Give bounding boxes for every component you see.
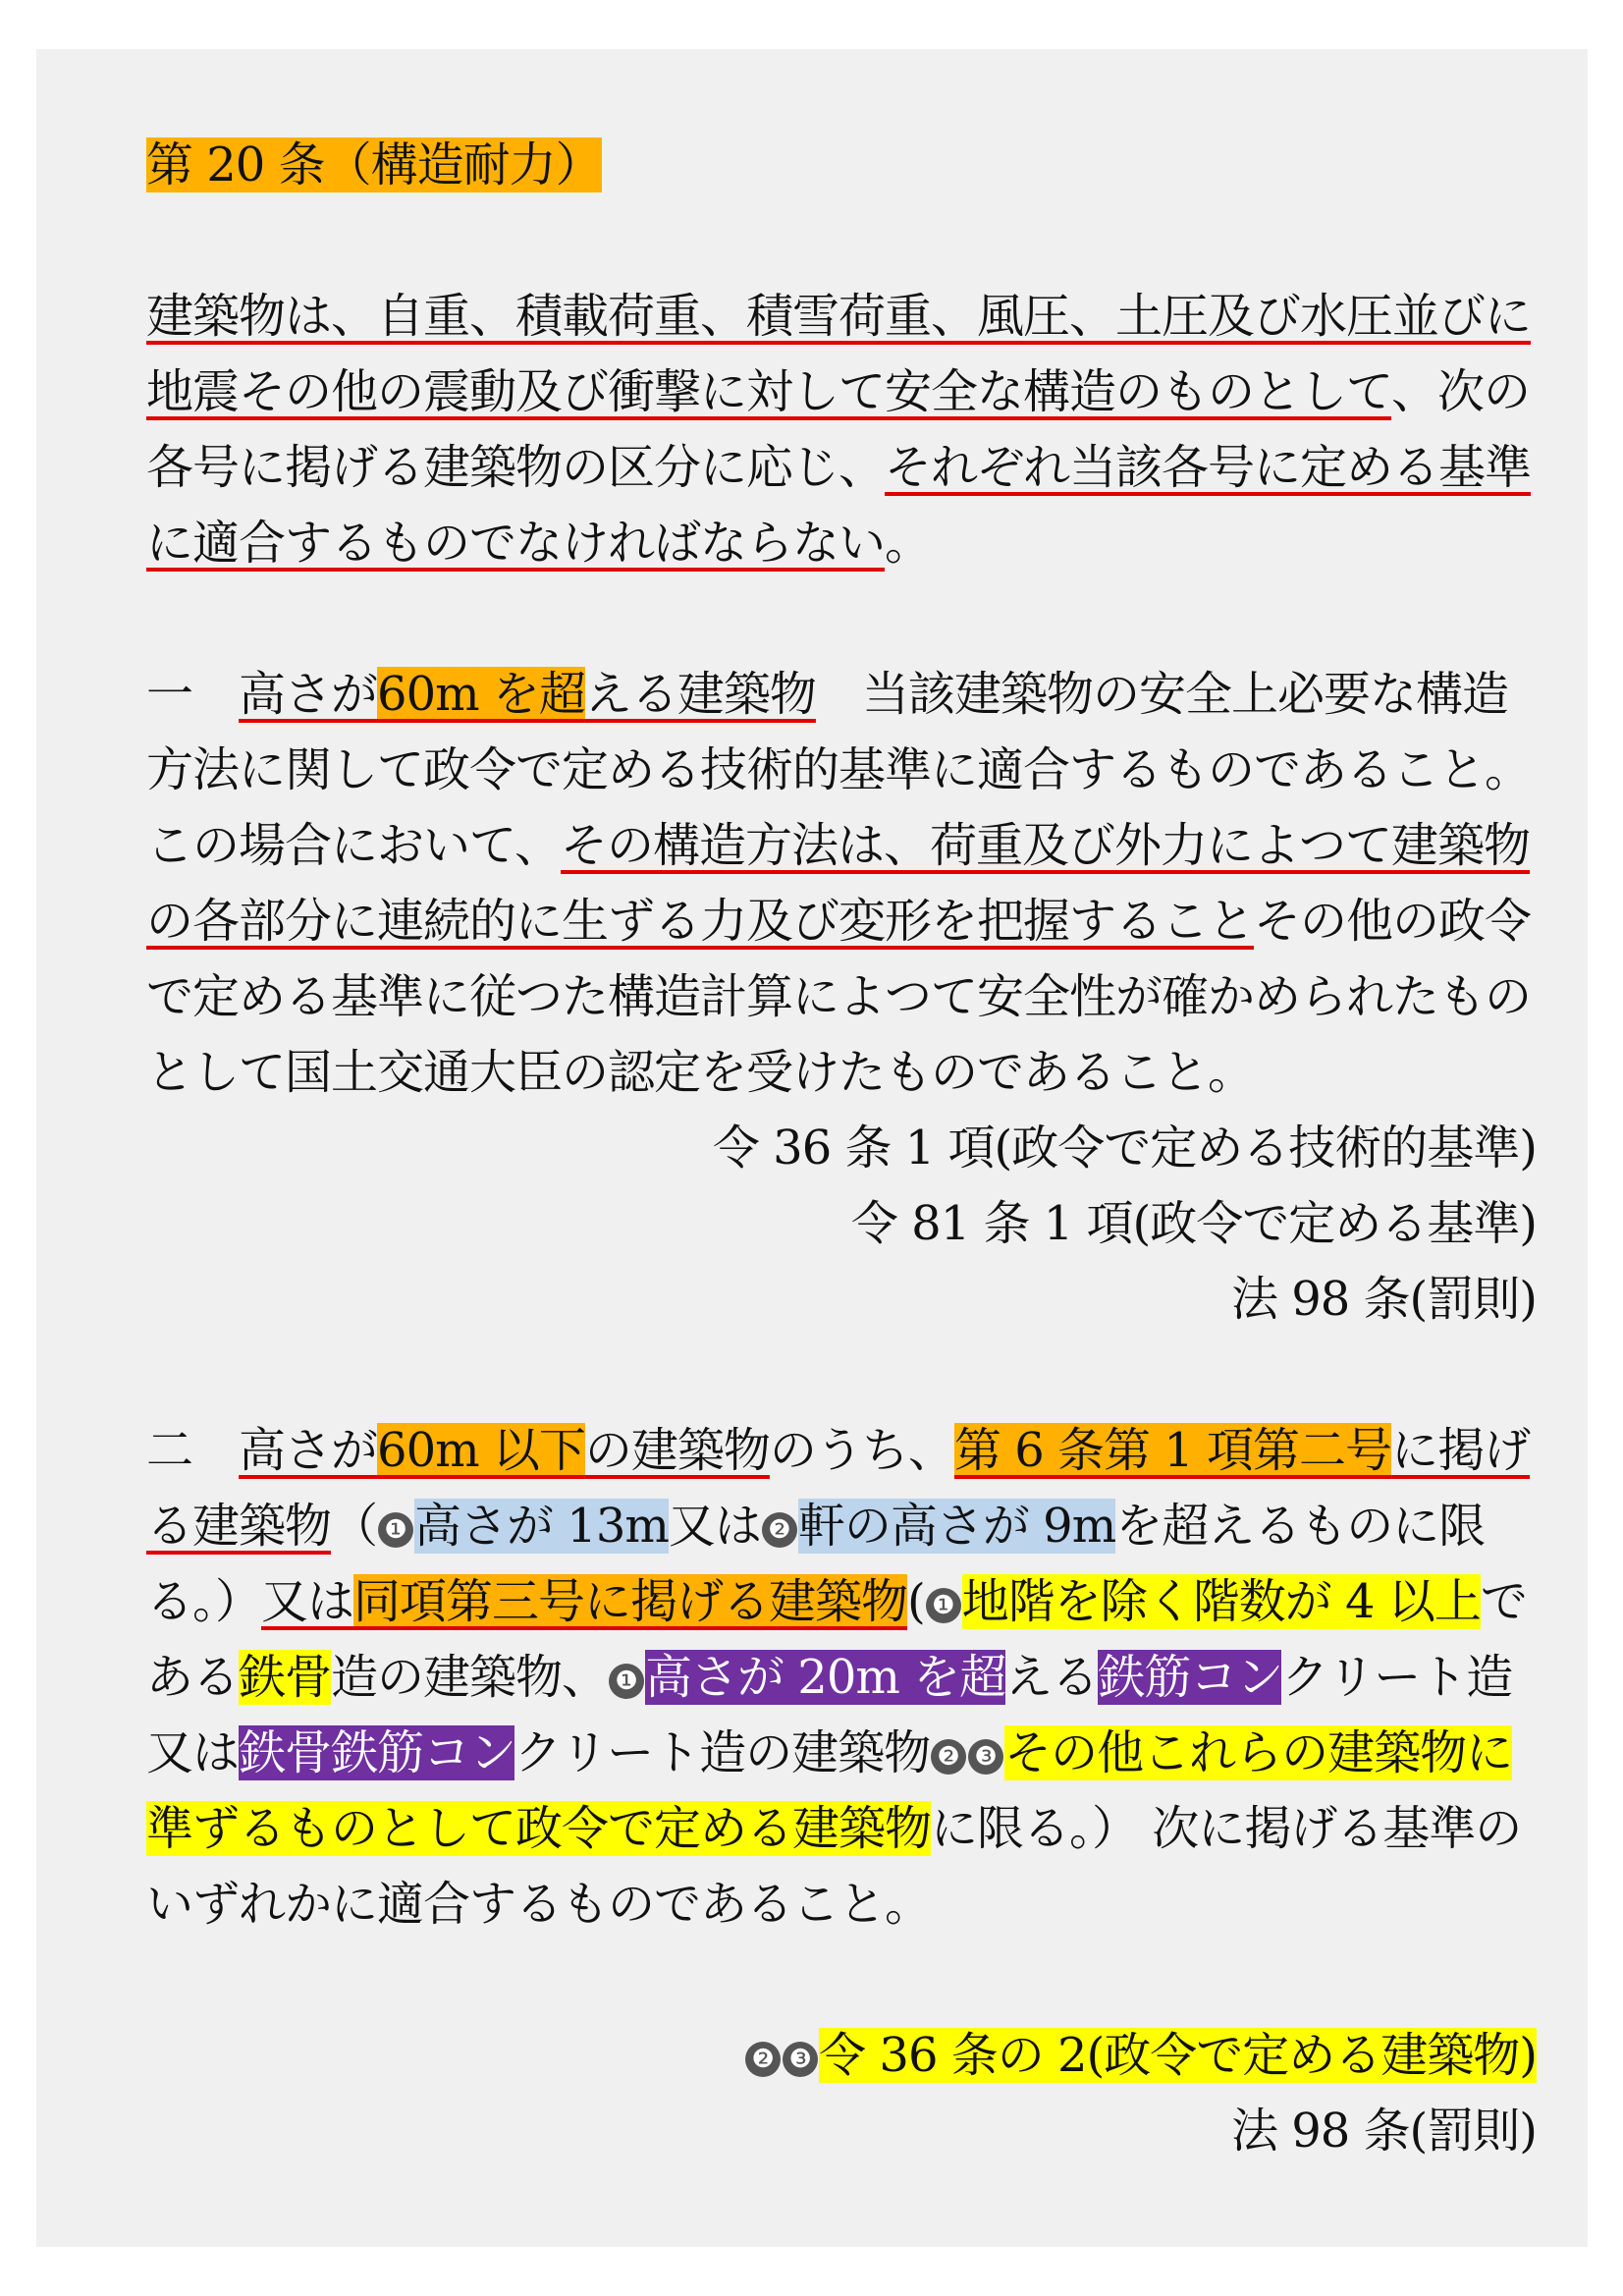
circle-two-icon: ❷	[745, 2042, 781, 2077]
article-body	[146, 128, 1550, 2169]
reference-line: 令 36 条 1 項(政令で定める技術的基準)	[712, 1121, 1537, 1175]
circle-one-icon: ❶	[609, 1664, 644, 1699]
document-page	[36, 49, 1588, 2247]
item-one: 一 高さが60m を超える建築物 当該建築物の安全上必要な構造方法に関して政令で定める技術的基準に適合するものであること。この場合において、その構造方法は、荷重及び外力によつて建築物の各部分に連続的に生ずる力及び変形を把握することその他の政令で定める基準に従つた構造計算によつて安全性が確かめられたものとして国土交通大臣の認定を受けたものであること。	[146, 667, 1532, 1100]
reference-line: ❷ ❸ 令 36 条の 2(政令で定める建築物)	[146, 2018, 1537, 2094]
circle-three-icon: ❸	[783, 2042, 818, 2077]
circle-one-icon: ❶	[378, 1512, 413, 1548]
item-number: 二	[146, 1423, 193, 1478]
circle-three-icon: ❸	[968, 1739, 1003, 1775]
references-one	[146, 1111, 1550, 1338]
circle-two-icon: ❷	[762, 1512, 797, 1548]
main-paragraph: 建築物は、自重、積載荷重、積雪荷重、風圧、土圧及び水圧並びに地震その他の震動及び衝撃に対して安全な構造のものとして、次の各号に掲げる建築物の区分に応じ、それぞれ当該各号に定める基準に適合するものでなければならない。	[146, 289, 1532, 571]
references-two	[146, 2018, 1550, 2169]
reference-line: 法 98 条(罰則)	[1230, 1272, 1537, 1327]
item-two: 二 高さが60m 以下の建築物のうち、第 6 条第 1 項第二号に掲げる建築物（ ❶ 高さが 13m又は ❷ 軒の高さが 9mを超えるものに限る。）又は同項第三号に掲げる建築物( ❶ 地階を除く階数が 4 以上である鉄骨造の建築物、 ❶ 高さが 20m を超える鉄筋コンクリート造又は鉄骨鉄筋コンクリート造の建築物 ❷ ❸ その他これらの建築物に準ずるものとして政令で定める建築物に限る。） 次に掲げる基準のいずれかに適合するものであること。	[146, 1423, 1531, 1932]
circle-two-icon: ❷	[931, 1739, 966, 1775]
article-title: 第 20 条（構造耐力）	[146, 137, 602, 192]
reference-line: 法 98 条(罰則)	[1230, 2104, 1537, 2159]
circle-one-icon: ❶	[926, 1588, 961, 1623]
reference-line: 令 81 条 1 項(政令で定める基準)	[850, 1196, 1537, 1251]
item-number: 一	[146, 667, 193, 722]
